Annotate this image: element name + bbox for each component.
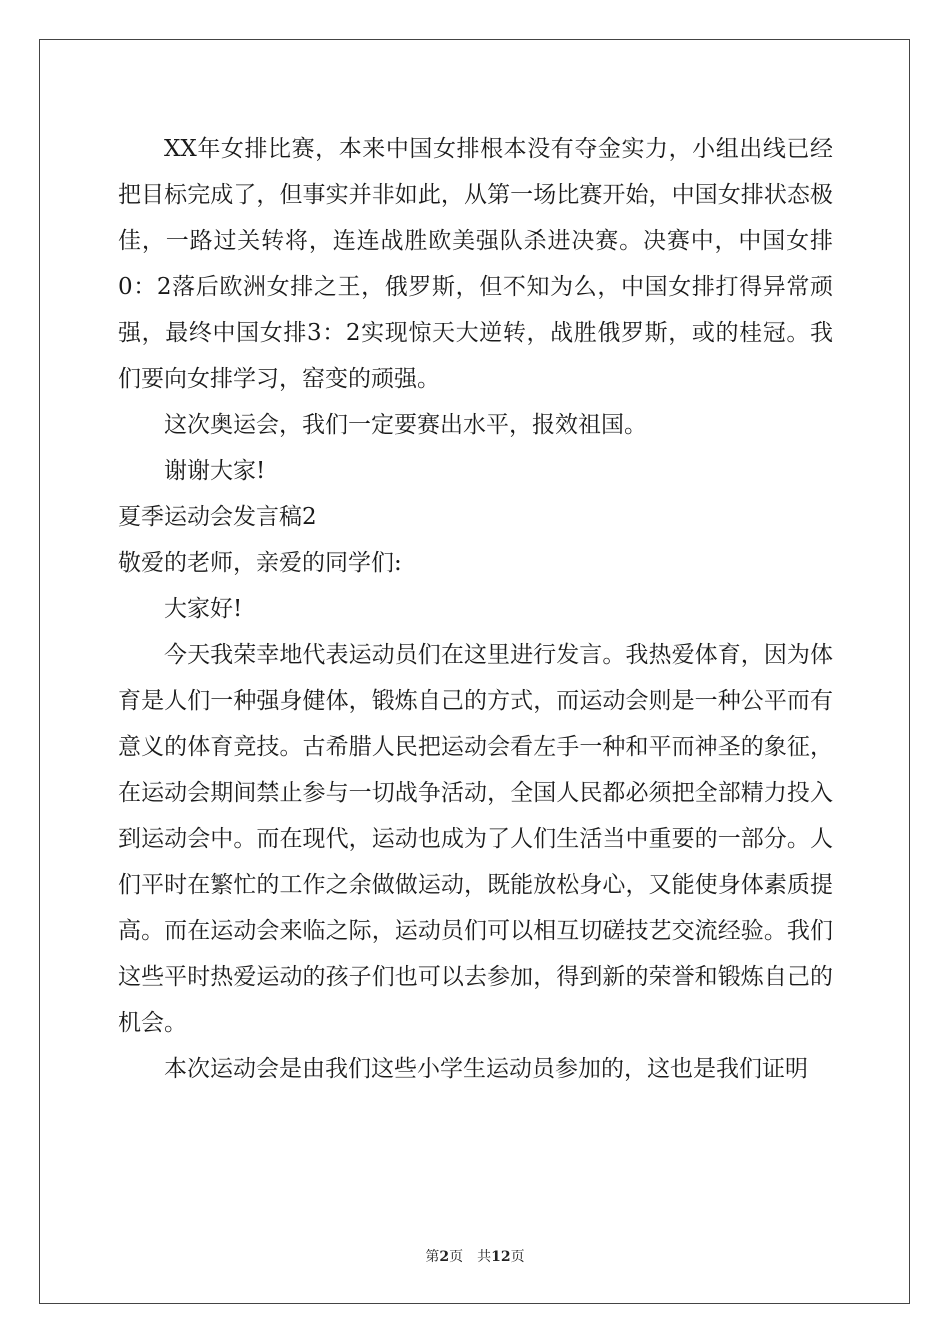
paragraph-closing-partial: 本次运动会是由我们这些小学生运动员参加的，这也是我们证明 <box>164 1056 808 1082</box>
total-prefix: 共 <box>477 1249 492 1265</box>
greeting: 大家好! <box>164 596 243 622</box>
total-pages: 12 <box>491 1249 511 1265</box>
total-suffix: 页 <box>510 1249 525 1265</box>
paragraph-olympics: 这次奥运会，我们一定要赛出水平，报效祖国。 <box>164 412 647 438</box>
page-prefix: 第 <box>425 1249 440 1265</box>
page-footer <box>0 1246 950 1266</box>
salutation: 敬爱的老师，亲爱的同学们: <box>118 550 402 576</box>
paragraph-volleyball: XX年女排比赛，本来中国女排根本没有夺金实力，小组出线已经把目标完成了，但事实并非如此，从第一场比赛开始，中国女排状态极佳，一路过关转将，连连战胜欧美强队杀进决赛。决赛中，中国女排0：2落后欧洲女排之王，俄罗斯，但不知为么，中国女排打得异常顽强，最终中国女排3：2实现惊天大逆转，战胜俄罗斯，或的桂冠。我们要向女排学习，窑变的顽强。 <box>118 136 833 392</box>
page-suffix: 页 <box>449 1249 464 1265</box>
document-body <box>118 126 833 1092</box>
section-heading: 夏季运动会发言稿2 <box>118 504 317 530</box>
page-number: 2 <box>439 1249 450 1265</box>
paragraph-speech: 今天我荣幸地代表运动员们在这里进行发言。我热爱体育，因为体育是人们一种强身健体，锻炼自己的方式，而运动会则是一种公平而有意义的体育竞技。古希腊人民把运动会看左手一种和平而神圣的象征，在运动会期间禁止参与一切战争活动，全国人民都必须把全部精力投入到运动会中。而在现代，运动也成为了人们生活当中重要的一部分。人们平时在繁忙的工作之余做做运动，既能放松身心，又能使身体素质提高。而在运动会来临之际，运动员们可以相互切磋技艺交流经验。我们这些平时热爱运动的孩子们也可以去参加，得到新的荣誉和锻炼自己的机会。 <box>118 642 833 1036</box>
paragraph-thanks: 谢谢大家! <box>164 458 266 484</box>
